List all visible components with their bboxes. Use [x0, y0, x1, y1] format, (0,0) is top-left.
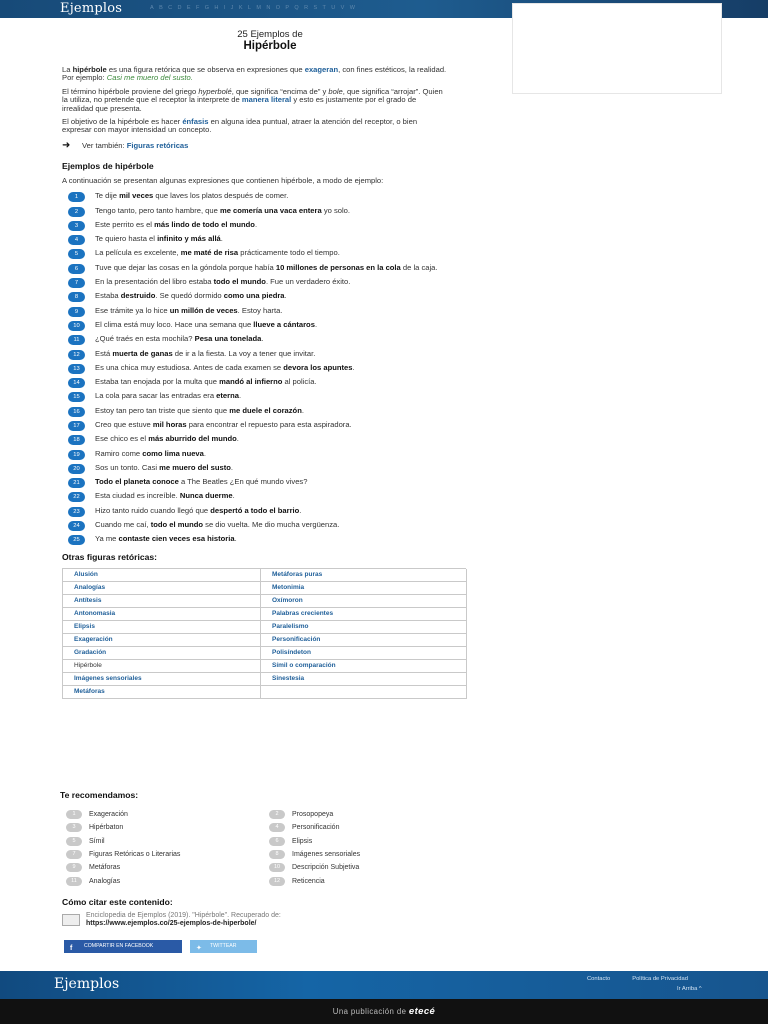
examples-heading: Ejemplos de hipérbole: [62, 160, 154, 171]
example-item: 25 Ya me contaste cien veces esa historia.: [62, 535, 447, 543]
figure-link[interactable]: Símil o comparación: [261, 660, 467, 673]
contact-link[interactable]: Contacto: [587, 976, 611, 982]
ad-placeholder: [512, 3, 722, 94]
recommend-list: [60, 808, 470, 888]
alphabet-letter[interactable]: F: [195, 5, 200, 11]
figure-link[interactable]: Antítesis: [63, 595, 261, 608]
facebook-share-button[interactable]: f COMPARTIR EN FACEBOOK: [64, 940, 182, 953]
alphabet-letter[interactable]: S: [313, 5, 318, 11]
example-item: 4 Te quiero hasta el infinito y más allá.: [62, 235, 447, 243]
example-number-badge: 19: [68, 450, 85, 460]
recommend-item[interactable]: 12 Reticencia: [263, 874, 470, 887]
alphabet-letter[interactable]: J: [230, 5, 234, 11]
example-item: 9 Ese trámite ya lo hice un millón de veces. Estoy harta.: [62, 307, 447, 315]
example-number-badge: 12: [68, 350, 85, 360]
example-item: 6 Tuve que dejar las cosas en la góndola porque había 10 millones de personas en la cola de la caja.: [62, 264, 447, 272]
example-item: 13 Es una chica muy estudiosa. Antes de cada examen se devora los apuntes.: [62, 364, 447, 372]
intro-paragraph-3: El objetivo de la hipérbole es hacer énfasis en alguna idea puntual, atraer la atención del receptor, o bien expresar con mayor intensidad un concepto.: [62, 117, 418, 135]
recommend-item[interactable]: 11 Analogías: [60, 874, 263, 887]
examples-list: [62, 192, 447, 543]
recommend-item[interactable]: 3 Hipérbaton: [60, 821, 263, 834]
alphabet-letter[interactable]: M: [256, 5, 261, 11]
recommend-number-badge: 5: [66, 837, 82, 846]
example-number-badge: 8: [68, 292, 85, 302]
example-item: 23 Hizo tanto ruido cuando llegó que despertó a todo el barrio.: [62, 507, 447, 515]
recommend-item[interactable]: 2 Prosopopeya: [263, 808, 470, 821]
figure-link[interactable]: Sinestesia: [261, 673, 467, 686]
page-title-main: Hipérbole: [243, 40, 297, 52]
example-number-badge: 22: [68, 492, 85, 502]
example-item: 22 Esta ciudad es increíble. Nunca duerme.: [62, 492, 447, 500]
cite-text: Enciclopedia de Ejemplos (2019). "Hipérbole". Recuperado de: https://www.ejemplos.co/25-ejemplos-de-hiperbole/: [86, 912, 281, 928]
example-item: 11 ¿Qué traés en esta mochila? Pesa una tonelada.: [62, 335, 447, 343]
facebook-icon: f: [70, 945, 73, 952]
alphabet-letter[interactable]: U: [331, 5, 336, 11]
recommend-number-badge: 9: [66, 863, 82, 872]
figure-link[interactable]: Metáforas puras: [261, 569, 467, 582]
intro-paragraph-2: El término hipérbole proviene del griego hyperbolé, que significa “encima de” y bole, que significa “arrojar”. Quien la utiliza, no pretende que el receptor la interprete de manera literal y esto es justamente por el grado de irrealidad que presenta.: [62, 86, 443, 113]
twitter-icon: ✦: [196, 945, 202, 952]
twitter-share-button[interactable]: ✦ TWITTEAR: [190, 940, 257, 953]
example-item: 15 La cola para sacar las entradas era eterna.: [62, 392, 447, 400]
recommend-number-badge: 11: [66, 877, 82, 886]
recommend-number-badge: 1: [66, 810, 82, 819]
alphabet-letter[interactable]: K: [238, 5, 243, 11]
cite-heading: Cómo citar este contenido:: [62, 897, 173, 907]
example-number-badge: 1: [68, 192, 85, 202]
example-item: 1 Te dije mil veces que laves los platos después de comer.: [62, 192, 447, 200]
footer: [0, 971, 768, 999]
example-number-badge: 16: [68, 407, 85, 417]
link-exageran[interactable]: exageran: [304, 65, 339, 74]
alphabet-letter[interactable]: O: [275, 5, 280, 11]
alphabet-letter[interactable]: C: [168, 5, 173, 11]
cite-section: [62, 897, 472, 929]
example-number-badge: 11: [68, 335, 85, 345]
recommend-number-badge: 10: [269, 863, 285, 872]
figure-link[interactable]: Personificación: [261, 634, 467, 647]
footer-logo[interactable]: Ejemplos: [54, 976, 120, 992]
alphabet-letter[interactable]: R: [304, 5, 309, 11]
document-icon: [62, 914, 80, 926]
alphabet-letter[interactable]: T: [322, 5, 326, 11]
alphabet-letter[interactable]: N: [266, 5, 271, 11]
empty-cell: [261, 686, 467, 699]
privacy-link[interactable]: Política de Privacidad: [632, 976, 688, 982]
article-content: [62, 66, 447, 699]
other-figures-heading: Otras figuras retóricas:: [62, 551, 158, 562]
example-number-badge: 25: [68, 535, 85, 545]
figure-link[interactable]: Antonomasia: [63, 608, 261, 621]
example-item: 5 La película es excelente, me maté de risa prácticamente todo el tiempo.: [62, 249, 447, 257]
recommend-item[interactable]: 7 Figuras Retóricas o Literarias: [60, 848, 263, 861]
recommend-item[interactable]: 9 Metáforas: [60, 861, 263, 874]
recommend-number-badge: 3: [66, 823, 82, 832]
example-number-badge: 13: [68, 364, 85, 374]
figure-link[interactable]: Gradación: [63, 647, 261, 660]
figure-link[interactable]: Oxímoron: [261, 595, 467, 608]
figure-link[interactable]: Paralelismo: [261, 621, 467, 634]
alphabet-letter[interactable]: W: [349, 5, 355, 11]
figure-link[interactable]: Polisíndeton: [261, 647, 467, 660]
alphabet-letter[interactable]: L: [247, 5, 251, 11]
alphabet-letter[interactable]: A: [150, 5, 154, 11]
example-item: 8 Estaba destruido. Se quedó dormido como una piedra.: [62, 292, 447, 300]
share-buttons: [64, 940, 257, 953]
figure-link[interactable]: Metonimia: [261, 582, 467, 595]
recommend-number-badge: 2: [269, 810, 285, 819]
other-figures-section: [62, 552, 447, 699]
see-also: ➜ Ver también: Figuras retóricas: [62, 139, 189, 151]
recommend-item[interactable]: 8 Imágenes sensoriales: [263, 848, 470, 861]
figure-link[interactable]: Metáforas: [63, 686, 261, 699]
link-manera-literal[interactable]: manera literal: [241, 95, 292, 105]
alphabet-letter[interactable]: B: [159, 5, 163, 11]
recommend-number-badge: 4: [269, 823, 285, 832]
example-item: 3 Este perrito es el más lindo de todo el mundo.: [62, 221, 447, 229]
example-item: 7 En la presentación del libro estaba todo el mundo. Fue un verdadero éxito.: [62, 278, 447, 286]
example-number-badge: 23: [68, 507, 85, 517]
back-to-top-link[interactable]: Ir Arriba ^: [677, 986, 702, 992]
recommend-item[interactable]: 4 Personificación: [263, 821, 470, 834]
other-figures-table: [62, 568, 466, 699]
alphabet-nav: [150, 5, 355, 11]
figure-link[interactable]: Imágenes sensoriales: [63, 673, 261, 686]
example-number-badge: 21: [68, 478, 85, 488]
example-number-badge: 20: [68, 464, 85, 474]
example-number-badge: 9: [68, 307, 85, 317]
example-item: 17 Creo que estuve mil horas para encontrar el repuesto para esta aspiradora.: [62, 421, 447, 429]
example-quote: Casi me muero del susto.: [106, 73, 193, 83]
example-number-badge: 10: [68, 321, 85, 331]
example-item: 14 Estaba tan enojada por la multa que mandó al infierno al policía.: [62, 378, 447, 386]
recommend-item[interactable]: 1 Exageración: [60, 808, 263, 821]
figure-link[interactable]: Elipsis: [63, 621, 261, 634]
alphabet-letter[interactable]: G: [204, 5, 209, 11]
example-item: 12 Está muerta de ganas de ir a la fiesta. La voy a tener que invitar.: [62, 350, 447, 358]
example-item: 10 El clima está muy loco. Hace una semana que llueve a cántaros.: [62, 321, 447, 329]
alphabet-letter[interactable]: V: [340, 5, 345, 11]
recommend-section: [60, 790, 470, 888]
alphabet-letter[interactable]: D: [177, 5, 182, 11]
recommend-heading: Te recomendamos:: [60, 790, 139, 800]
intro-paragraph-1: La hipérbole es una figura retórica que se observa en expresiones que exageran, con fines estéticos, la realidad. Por ejemplo: Casi me muero del susto.: [62, 65, 447, 83]
example-number-badge: 3: [68, 221, 85, 231]
recommend-number-badge: 7: [66, 850, 82, 859]
alphabet-letter[interactable]: P: [285, 5, 290, 11]
example-number-badge: 5: [68, 249, 85, 259]
example-number-badge: 14: [68, 378, 85, 388]
example-number-badge: 18: [68, 435, 85, 445]
example-item: 24 Cuando me caí, todo el mundo se dio vuelta. Me dio mucha vergüenza.: [62, 521, 447, 529]
link-figuras-retoricas[interactable]: Figuras retóricas: [126, 140, 189, 150]
alphabet-letter[interactable]: Q: [294, 5, 299, 11]
figure-link[interactable]: Exageración: [63, 634, 261, 647]
example-number-badge: 7: [68, 278, 85, 288]
example-item: 20 Sos un tonto. Casi me muero del susto.: [62, 464, 447, 472]
arrow-right-icon: ➜: [62, 139, 71, 151]
recommend-item[interactable]: 6 Elipsis: [263, 835, 470, 848]
recommend-item[interactable]: 10 Descripción Subjetiva: [263, 861, 470, 874]
recommend-number-badge: 6: [269, 837, 285, 846]
figure-link[interactable]: Alusión: [63, 569, 261, 582]
example-number-badge: 4: [68, 235, 85, 245]
link-enfasis[interactable]: énfasis: [182, 117, 209, 127]
example-item: 19 Ramiro come como lima nueva.: [62, 450, 447, 458]
example-item: 18 Ese chico es el más aburrido del mundo.: [62, 435, 447, 443]
examples-intro: A continuación se presentan algunas expresiones que contienen hipérbole, a modo de ejemplo:: [62, 175, 384, 185]
example-item: 16 Estoy tan pero tan triste que siento que me duele el corazón.: [62, 407, 447, 415]
example-number-badge: 17: [68, 421, 85, 431]
recommend-item[interactable]: 5 Símil: [60, 835, 263, 848]
publisher-bar: Una publicación de etecé: [0, 999, 768, 1024]
site-logo[interactable]: Ejemplos: [60, 1, 123, 16]
figure-link[interactable]: Palabras crecientes: [261, 608, 467, 621]
publisher-logo[interactable]: etecé: [408, 1006, 436, 1017]
example-number-badge: 6: [68, 264, 85, 274]
alphabet-letter[interactable]: H: [214, 5, 219, 11]
page-title: [150, 29, 390, 52]
recommend-number-badge: 8: [269, 850, 285, 859]
alphabet-letter[interactable]: I: [223, 5, 226, 11]
cite-url[interactable]: https://www.ejemplos.co/25-ejemplos-de-hiperbole/: [86, 920, 257, 928]
figure-link: Hipérbole: [63, 660, 261, 673]
figure-link[interactable]: Analogías: [63, 582, 261, 595]
example-item: 21 Todo el planeta conoce a The Beatles ¿En qué mundo vives?: [62, 478, 447, 486]
alphabet-letter[interactable]: E: [186, 5, 191, 11]
example-number-badge: 15: [68, 392, 85, 402]
example-number-badge: 24: [68, 521, 85, 531]
page-title-sub: 25 Ejemplos de: [237, 29, 303, 40]
example-number-badge: 2: [68, 207, 85, 217]
example-item: 2 Tengo tanto, pero tanto hambre, que me comería una vaca entera yo solo.: [62, 207, 447, 215]
recommend-number-badge: 12: [269, 877, 285, 886]
